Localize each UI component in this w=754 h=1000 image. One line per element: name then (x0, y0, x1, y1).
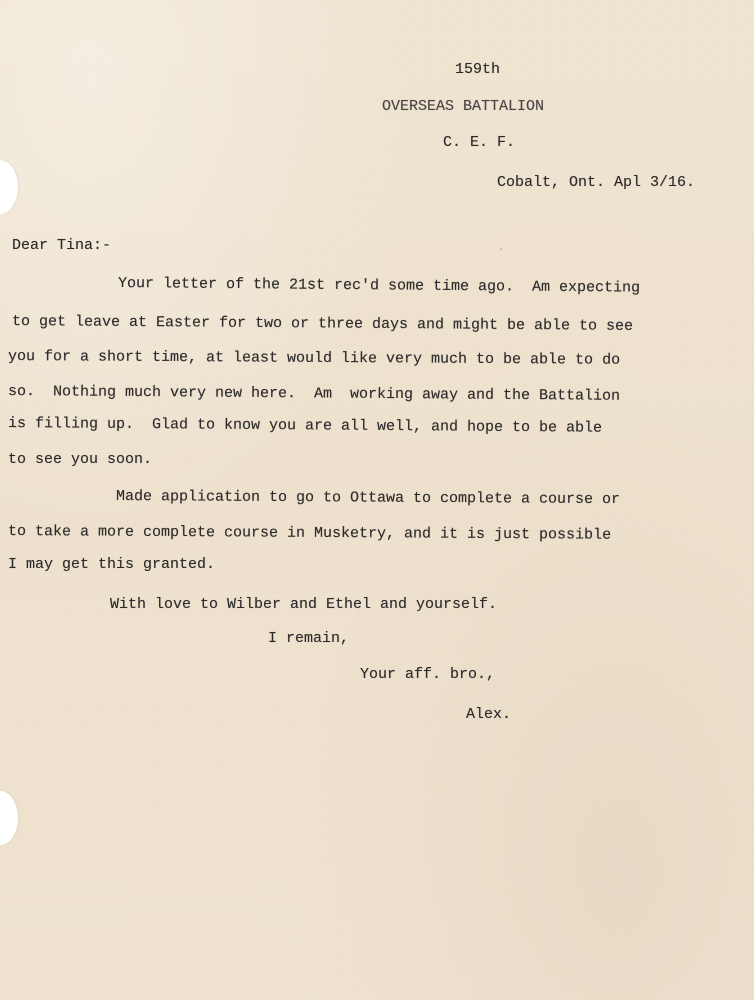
paragraph-1-line-4: so. Nothing much very new here. Am working away and the Battalion (7, 383, 621, 405)
punch-hole-top (0, 160, 18, 214)
closing-remain: I remain, (268, 630, 350, 647)
paragraph-1-line-1: Your letter of the 21st rec'd some time ago. Am expecting (117, 275, 641, 297)
closing-affection: Your aff. bro., (360, 666, 496, 683)
paragraph-1-line-2: to get leave at Easter for two or three days and might be able to see (11, 313, 634, 335)
letterhead-battalion: OVERSEAS BATTALION (382, 98, 545, 115)
paragraph-2-line-3: I may get this granted. (8, 556, 216, 573)
salutation: Dear Tina:- (12, 237, 112, 254)
place-date: Cobalt, Ont. Apl 3/16. (497, 174, 696, 191)
paper-speck (500, 248, 502, 250)
paragraph-2-line-2: to take a more complete course in Musketry, and it is just possible (7, 523, 612, 544)
punch-hole-bottom (0, 791, 18, 845)
paragraph-2-line-1: Made application to go to Ottawa to complete a course or (115, 488, 621, 509)
closing-name: Alex. (466, 706, 512, 723)
letterhead-unit: 159th (455, 61, 501, 78)
letterhead-force: C. E. F. (443, 134, 516, 151)
paragraph-1-line-5: is filling up. Glad to know you are all well, and hope to be able (7, 415, 603, 437)
paragraph-1-line-3: you for a short time, at least would like very much to be able to do (7, 348, 621, 369)
paragraph-1-line-6: to see you soon. (8, 451, 153, 468)
paragraph-3-line-1: With love to Wilber and Ethel and yourself. (110, 596, 498, 613)
